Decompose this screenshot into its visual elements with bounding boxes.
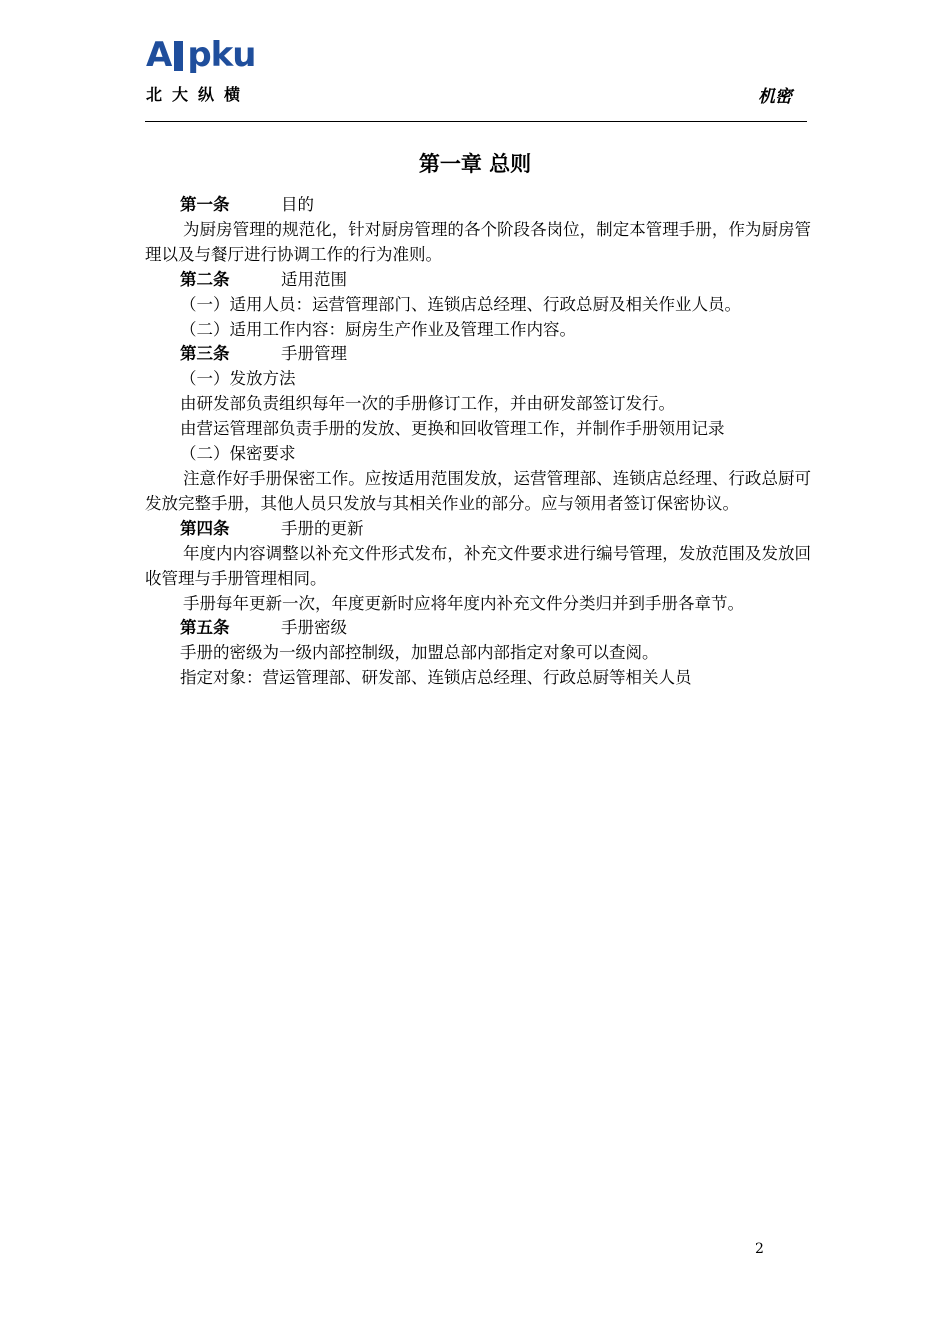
article-heading-3 bbox=[145, 342, 811, 367]
article-title: 手册管理 bbox=[281, 344, 347, 364]
logo-text-right: pku bbox=[187, 35, 256, 75]
article-number: 第五条 bbox=[180, 618, 230, 638]
article-paragraph: 手册每年更新一次，年度更新时应将年度内补充文件分类归并到手册各章节。 bbox=[183, 593, 744, 613]
article-paragraph: 指定对象：营运管理部、研发部、连锁店总经理、行政总厨等相关人员 bbox=[180, 668, 692, 688]
article-heading-5 bbox=[145, 616, 811, 641]
article-title: 手册的更新 bbox=[281, 518, 364, 538]
article-paragraph: 由营运管理部负责手册的发放、更换和回收管理工作，并制作手册领用记录 bbox=[180, 419, 725, 439]
document-body bbox=[145, 193, 811, 691]
logo-bar-mark bbox=[174, 41, 183, 71]
article-paragraph: 年度内内容调整以补充文件形式发布，补充文件要求进行编号管理，发放范围及发放回收管理与手册管理相同。 bbox=[145, 543, 811, 588]
header-company-name: 北大纵横 bbox=[146, 85, 251, 104]
article-paragraph: （一）适用人员：运营管理部门、连锁店总经理、行政总厨及相关作业人员。 bbox=[180, 294, 741, 314]
article-title: 手册密级 bbox=[281, 618, 347, 638]
article-paragraph: （二）保密要求 bbox=[180, 444, 296, 464]
article-paragraph: 由研发部负责组织每年一次的手册修订工作，并由研发部签订发行。 bbox=[180, 394, 675, 414]
article-number: 第四条 bbox=[180, 518, 230, 538]
article-paragraph: 注意作好手册保密工作。应按适用范围发放，运营管理部、连锁店总经理、行政总厨可发放完整手册，其他人员只发放与其相关作业的部分。应与领用者签订保密协议。 bbox=[145, 468, 811, 513]
header-divider bbox=[145, 121, 807, 122]
article-heading-4 bbox=[145, 517, 811, 542]
article-number: 第三条 bbox=[180, 344, 230, 364]
chapter-title: 第一章 总则 bbox=[418, 152, 532, 176]
page-number: 2 bbox=[755, 1241, 764, 1257]
logo-text-left: A bbox=[146, 35, 172, 75]
article-paragraph: 手册的密级为一级内部控制级，加盟总部内部指定对象可以查阅。 bbox=[180, 643, 659, 663]
article-title: 适用范围 bbox=[281, 269, 347, 289]
company-logo bbox=[146, 35, 256, 75]
article-heading-1 bbox=[145, 193, 811, 218]
article-paragraph: （一）发放方法 bbox=[180, 369, 296, 389]
article-paragraph: （二）适用工作内容：厨房生产作业及管理工作内容。 bbox=[180, 319, 576, 339]
article-number: 第一条 bbox=[180, 195, 230, 214]
article-number: 第二条 bbox=[180, 269, 230, 289]
article-paragraph: 为厨房管理的规范化，针对厨房管理的各个阶段各岗位，制定本管理手册，作为厨房管理以及与餐厅进行协调工作的行为准则。 bbox=[145, 219, 811, 264]
article-heading-2 bbox=[145, 268, 811, 293]
header-classification: 机密 bbox=[758, 87, 792, 107]
article-title: 目的 bbox=[281, 195, 314, 214]
